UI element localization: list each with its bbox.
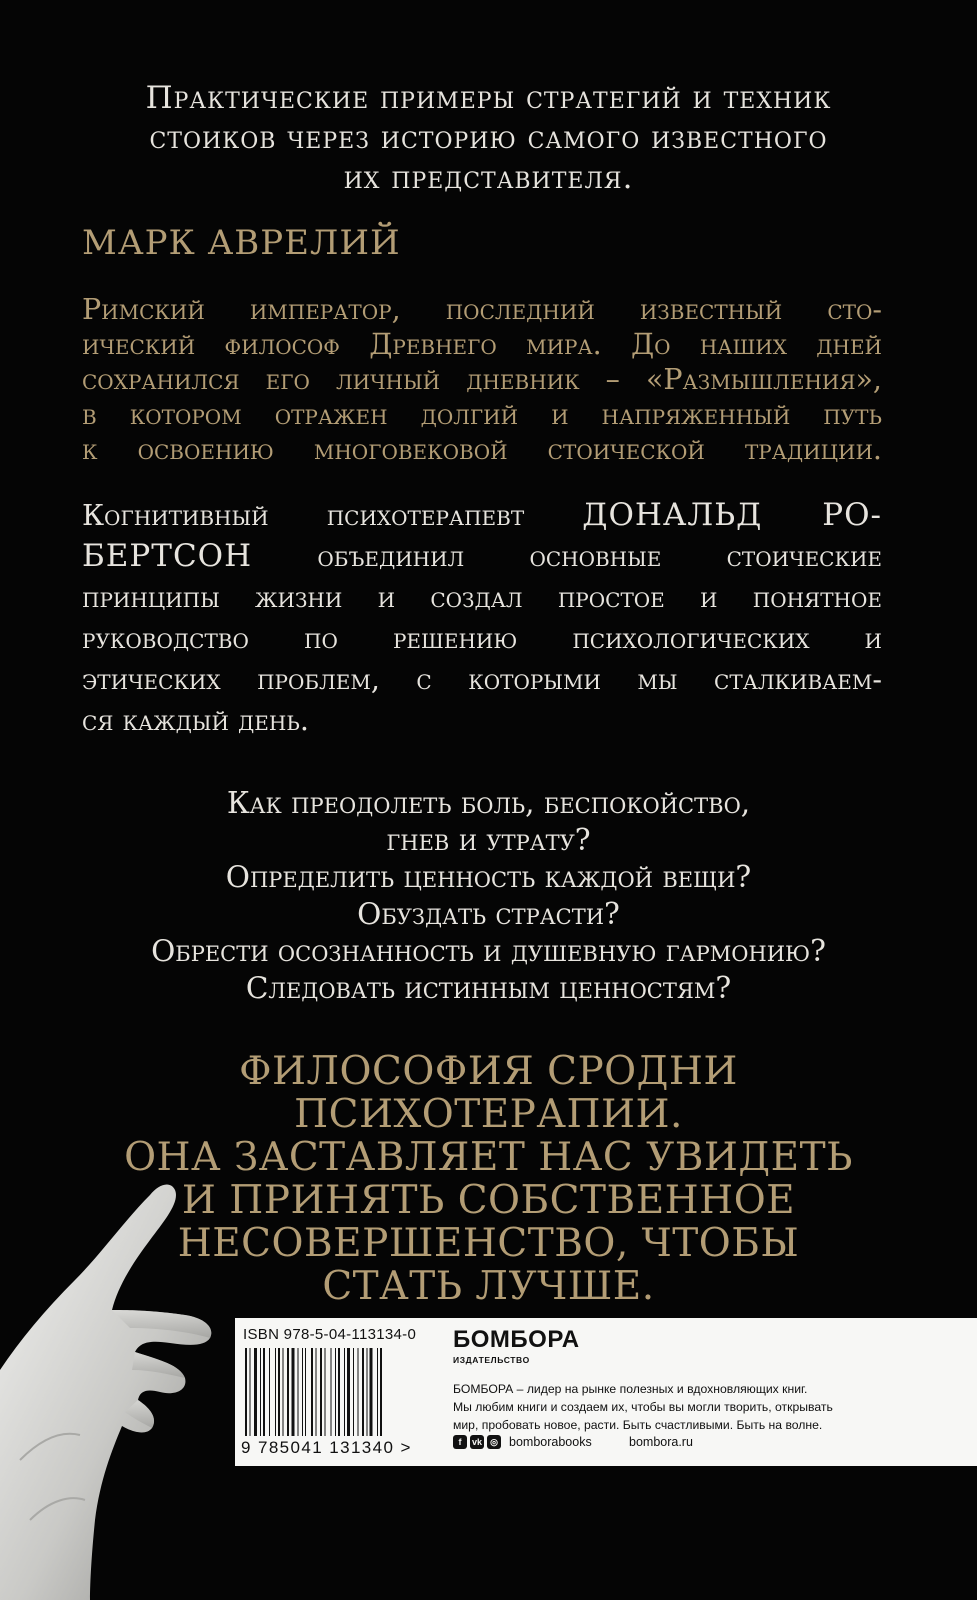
question-line: Следовать истинным ценностям? [245,971,732,1005]
intro-line: стоиков через историю самого известного [149,120,828,156]
barcode-bar [260,1348,261,1436]
isbn-label: ISBN 978-5-04-113134-0 [243,1326,417,1343]
barcode-bar [353,1348,354,1436]
intro-text [60,78,917,198]
barcode-bar [275,1348,276,1436]
intro-line: их представителя. [343,160,634,196]
barcode-bar [298,1348,299,1436]
author-name: БЕРТСОН [82,538,253,574]
barcode-bar [269,1348,270,1436]
desc-text: объединил основные стоические [317,540,882,573]
barcode-bar [335,1348,336,1436]
question-line: Определить ценность каждой вещи? [225,860,752,894]
vk-icon[interactable]: vk [471,1437,482,1447]
bio-line: ический философ Древнего мира. До наших дней [82,328,882,361]
barcode-bar [338,1348,340,1436]
publisher-description-line: мир, пробовать новое, расти. Быть счастливыми. Быть на волне. [453,1418,823,1432]
barcode-bar [367,1348,368,1436]
barcode-bar [254,1348,257,1436]
instagram-icon[interactable]: ◎ [487,1435,501,1449]
barcode-bar [358,1348,359,1436]
bio-line: в котором отражен долгий и напряженный путь [82,398,882,431]
desc-text: Когнитивный психотерапевт [82,499,525,532]
desc-line [82,536,882,577]
barcode-icon [243,1348,433,1436]
question-line: Обрести осознанность и душевную гармонию? [151,934,826,968]
barcode-bar [325,1348,326,1436]
publisher-subtitle: ИЗДАТЕЛЬСТВО [453,1355,530,1365]
slogan-line: И ПРИНЯТЬ СОБСТВЕННОЕ [181,1178,796,1223]
author-heading: МАРК АВРЕЛИЙ [82,223,401,263]
questions-list [60,785,917,1007]
slogan-line: НЕСОВЕРШЕНСТВО, ЧТОБЫ [177,1221,800,1266]
barcode-bar [278,1348,280,1436]
bio-line: сохранился его личный дневник – «Размышления», [82,363,882,396]
bio-line: Римский император, последний известный сто- [82,293,882,326]
barcode-bar [347,1348,350,1436]
barcode-bar [320,1348,322,1436]
book-description [82,495,882,741]
desc-line: этических проблем, с которыми мы сталкиваем- [82,663,882,696]
barcode-bar [380,1348,382,1436]
facebook-icon[interactable]: f [453,1435,467,1449]
publisher-name: БОМБОРА [453,1326,580,1353]
barcode-bar [263,1348,265,1436]
barcode-panel [235,1318,977,1466]
social-links [453,1435,592,1449]
desc-line: ся каждый день. [82,704,309,737]
barcode-bar [344,1348,345,1436]
barcode-bar [316,1348,317,1436]
question-line: Обуздать страсти? [357,897,620,931]
bio-line: к освоению многовековой стоической традиции. [82,433,882,466]
publisher-logo [453,1328,580,1365]
intro-line: Практические примеры стратегий и техник [145,80,832,116]
barcode-bar [287,1348,289,1436]
publisher-website[interactable]: bombora.ru [629,1435,693,1449]
barcode-bar [362,1348,364,1436]
barcode-bar [283,1348,284,1436]
barcode-digits: 9 785041 131340 > [241,1438,412,1457]
barcode-bar [250,1348,251,1436]
slogan-line: ОНА ЗАСТАВЛЯЕТ НАС УВИДЕТЬ [124,1135,853,1180]
question-line: гнев и утрату? [386,823,591,857]
slogan-line: СТАТЬ ЛУЧШЕ. [322,1264,655,1309]
social-handle[interactable]: bomborabooks [509,1435,592,1449]
barcode-bar [331,1348,332,1436]
author-name: ДОНАЛЬД РО- [582,497,882,533]
question-line: Как преодолеть боль, беспокойство, [226,786,751,820]
barcode-bar [245,1348,247,1436]
barcode-bar [377,1348,378,1436]
barcode-bar [311,1348,313,1436]
barcode-bar [370,1348,373,1436]
publisher-description-line: Мы любим книги и создаем их, чтобы вы могли творить, открывать [453,1400,833,1414]
desc-line [82,495,882,536]
barcode-bar [302,1348,303,1436]
barcode-bar [305,1348,306,1436]
publisher-description [453,1380,973,1434]
barcode-bar [292,1348,295,1436]
desc-line: руководство по решению психологических и [82,622,882,655]
publisher-description-line: БОМБОРА – лидер на рынке полезных и вдохновляющих книг. [453,1382,808,1396]
slogan-line: ФИЛОСОФИЯ СРОДНИ ПСИХОТЕРАПИИ. [239,1049,738,1137]
author-bio [82,292,882,467]
desc-line: принципы жизни и создал простое и понятное [82,581,882,614]
